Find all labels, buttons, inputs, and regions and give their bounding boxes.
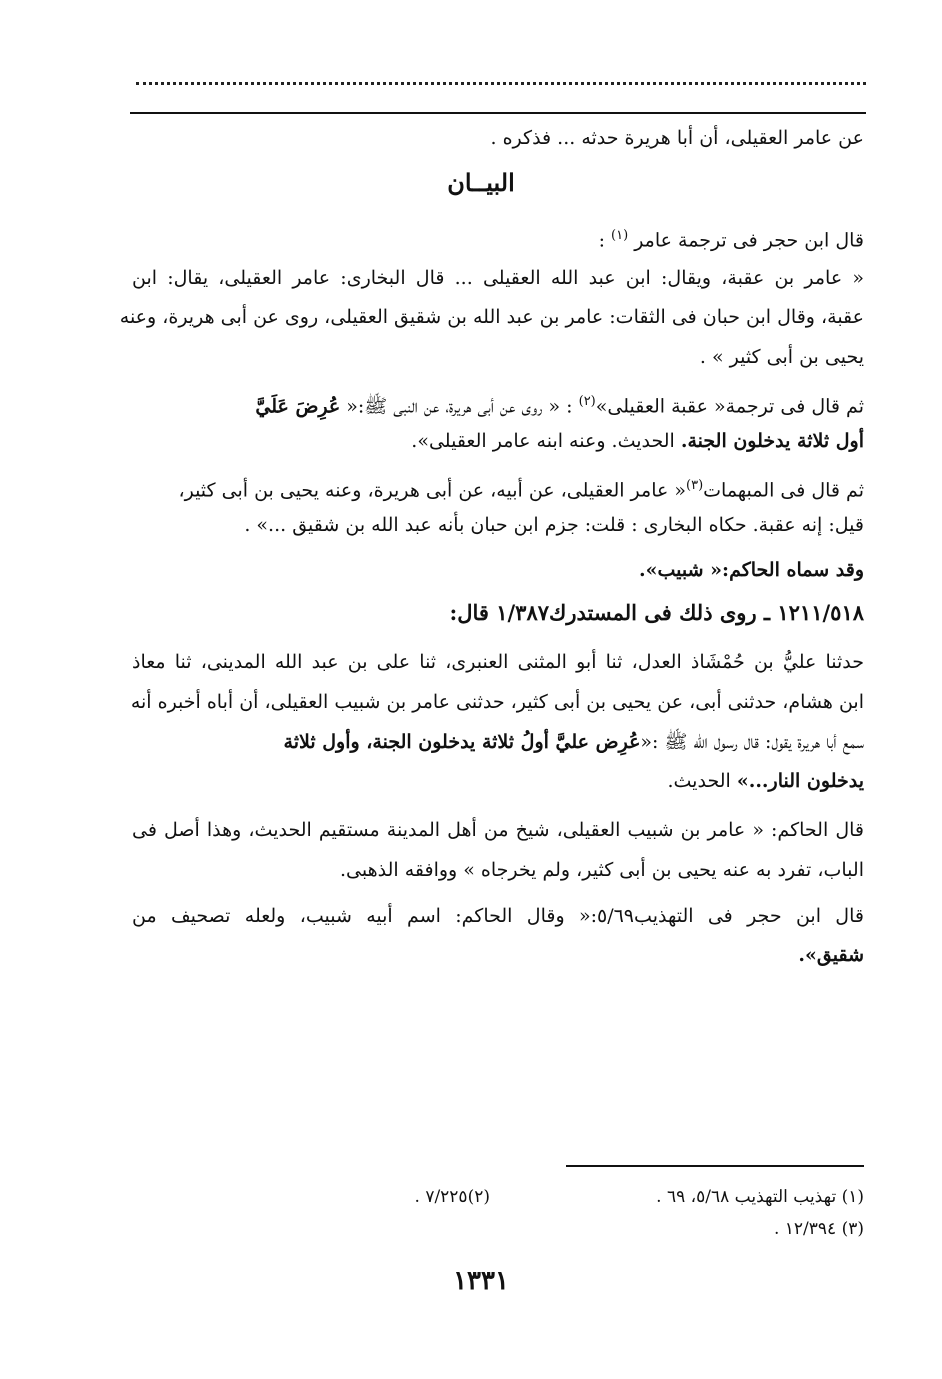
para6-line2: ابن هشام، حدثنى أبى، عن يحيى بن أبى كثير، حدثنى عامر بن شبيب العقيلى، أن أباه أخبره أنه — [130, 691, 864, 713]
para6-line3 — [132, 728, 864, 756]
footnote-ref-1: (١) — [611, 228, 629, 243]
header-dotted-line — [136, 70, 866, 85]
footnote-rule — [566, 1165, 864, 1167]
para6-bold-a: عُرِض عليَّ أولُ ثلاثة يدخلون الجنة، وأول ثلاثة — [283, 731, 641, 753]
para3-bold-b: أول ثلاثة يدخلون الجنة. — [680, 430, 864, 452]
para5-line: وقد سماه الحاكم:« شبيب». — [639, 559, 864, 581]
para2-line3: يحيى بن أبى كثير » . — [699, 346, 864, 368]
para6-rest: الحديث. — [667, 770, 737, 792]
hadith-title: ١٢١١/٥١٨ ـ روى ذلك فى المستدرك١/٣٨٧ قال: — [449, 600, 864, 625]
section-heading: البيــان — [447, 168, 515, 197]
para8-line1: قال ابن حجر فى التهذيب٥/٦٩:« وقال الحاكم: اسم أبيه شبيب، ولعله تصحيف من — [132, 905, 864, 927]
header-rule — [130, 112, 866, 114]
para6-line4 — [132, 767, 864, 795]
footnote-ref-3: (٣) — [686, 478, 704, 493]
para3-line2 — [132, 427, 864, 455]
para1-text: قال ابن حجر فى ترجمة عامر — [634, 229, 864, 252]
para6-line1: حدثنا عليُّ بن حُمْشَاذ العدل، ثنا أبو المثنى العنبرى، ثنا على بن عبد الله المدينى، ثنا معاذ — [132, 651, 864, 673]
para2-line2: عقبة، وقال ابن حبان فى الثقات: عامر بن عبد الله بن شقيق العقيلى، روى عن أبى هريرة، وعنه — [119, 306, 864, 328]
para3-text-b: : « روى عن أبى هريرة، عن النبى ﷺ:« — [340, 395, 579, 418]
para7-line1: قال الحاكم: « عامر بن شبيب العقيلى، شيخ من أهل المدينة مستقيم الحديث، وهذا أصل فى — [132, 819, 864, 841]
para1-end: : — [598, 229, 605, 252]
footnote-ref-2: (٢) — [578, 394, 596, 409]
page-number: ١٣٣١ — [453, 1266, 509, 1296]
para4-text-b: « عامر العقيلى، عن أبيه، عن أبى هريرة، وعنه يحيى بن أبى كثير، — [178, 479, 686, 502]
para4-line2: قيل: إنه عقبة. حكاه البخارى : قلت: جزم ابن حبان بأنه عبد الله بن شقيق ...» . — [244, 514, 864, 536]
para3-line1 — [132, 388, 864, 420]
para4-text-a: ثم قال فى المبهمات — [703, 479, 864, 502]
para8-line2: شقيق». — [798, 944, 864, 966]
footnote-2: (٢)٧/٢٢٥ . — [414, 1187, 490, 1207]
para3-bold-a: عُرِضَ عَلَيَّ — [255, 395, 341, 418]
para2-line1: « عامر بن عقبة، ويقال: ابن عبد الله العقيلى ... قال البخارى: عامر العقيلى، يقال: ابن — [132, 267, 864, 289]
intro-line: عن عامر العقيلى، أن أبا هريرة حدثه ... فذكره . — [490, 127, 864, 149]
para7-line2: الباب، تفرد به عنه يحيى بن أبى كثير، ولم يخرجاه » ووافقه الذهبى. — [339, 859, 864, 881]
para1-line1 — [132, 222, 864, 254]
footnote-3: (٣) ١٢/٣٩٤ . — [773, 1219, 864, 1239]
para3-text-a: ثم قال فى ترجمة« عقبة العقيلى» — [595, 395, 864, 418]
para6-text-a: سمع أبا هريرة يقول: قال رسول الله ﷺ :« — [640, 731, 864, 753]
para6-bold-b: يدخلون النار...» — [736, 770, 864, 792]
para3-rest: الحديث. وعنه ابنه عامر العقيلى». — [411, 430, 681, 452]
para4-line1 — [132, 472, 864, 504]
footnote-1: (١) تهذيب التهذيب ٥/٦٨، ٦٩ . — [656, 1187, 864, 1207]
